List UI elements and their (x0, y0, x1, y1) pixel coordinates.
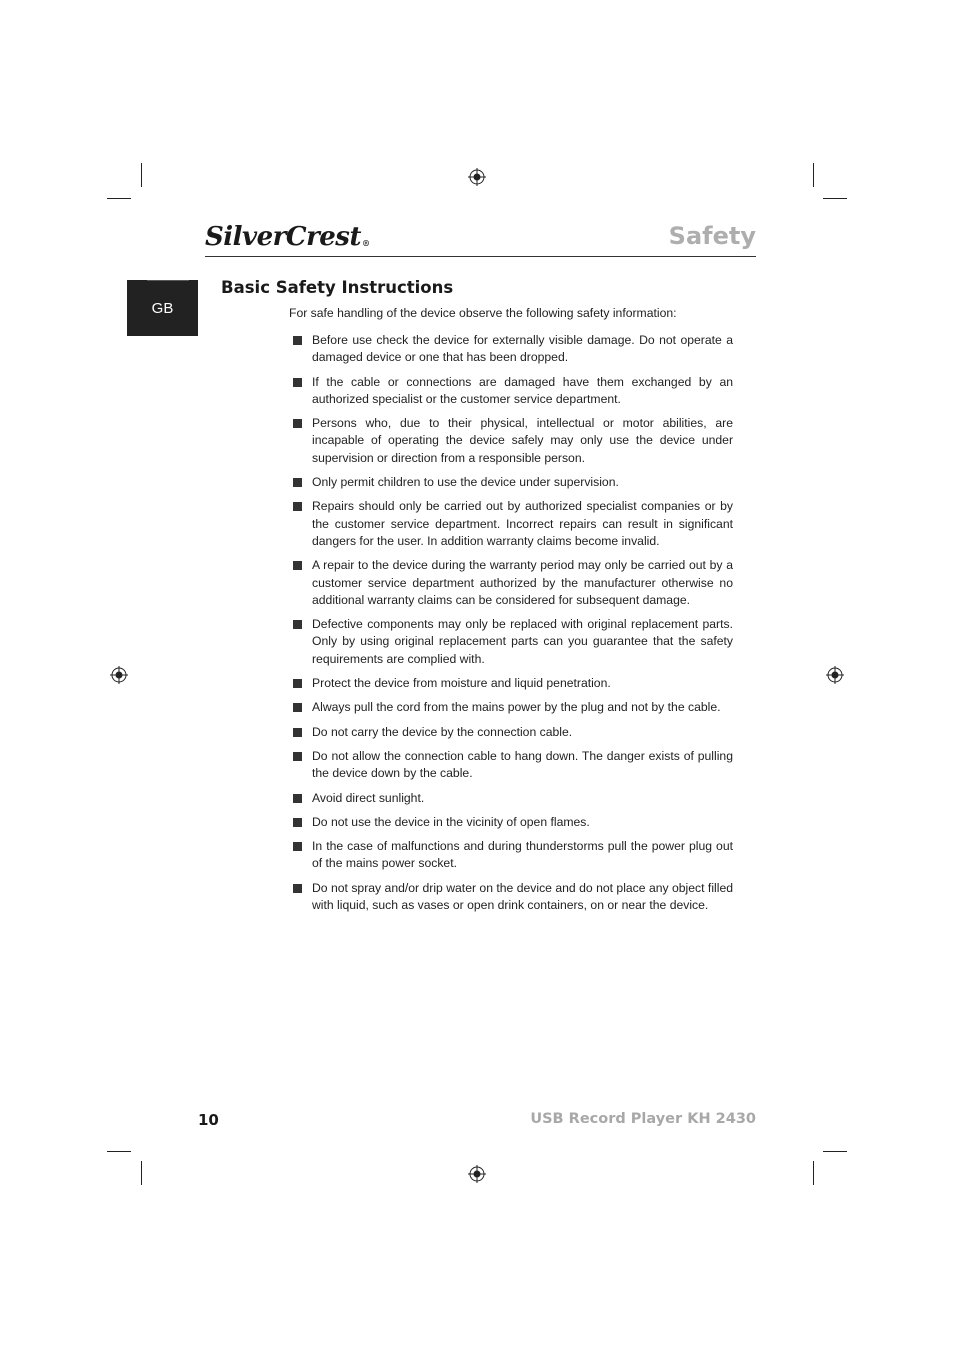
crop-mark (823, 198, 847, 199)
list-item (293, 699, 733, 716)
list-item (293, 790, 733, 807)
list-item-text: Repairs should only be carried out by authorized specialist companies or by the customer service department. Incorrect repairs can result in significant dangers for the user. In addition warranty claims become invalid. (312, 499, 733, 548)
list-item (293, 374, 733, 409)
list-item (293, 557, 733, 609)
list-item-text: Persons who, due to their physical, intellectual or motor abilities, are incapable of operating the device safely may only use the device under supervision or direction from a responsible person. (312, 416, 733, 465)
list-item-text: Do not allow the connection cable to hang down. The danger exists of pulling the device down by the cable. (312, 748, 733, 781)
list-item-text: Only permit children to use the device under supervision. (312, 475, 619, 490)
registered-mark: ® (361, 238, 370, 248)
list-item-text: A repair to the device during the warranty period may only be carried out by a customer service department authorized by the manufacturer otherwise no additional warranty claims can be considered for subsequent damage. (312, 558, 733, 607)
brand-name: SilverCrest (205, 222, 361, 252)
list-item (293, 415, 733, 467)
registration-mark-icon (468, 1165, 486, 1183)
list-item-text: Do not spray and/or drip water on the device and do not place any object filled with liquid, such as vases or open drink containers, on or near the device. (312, 880, 733, 913)
registration-mark-icon (826, 666, 844, 684)
language-tab-label: GB (151, 299, 174, 317)
list-item (293, 814, 733, 831)
intro-text: For safe handling of the device observe the following safety information: (289, 306, 677, 320)
product-name: USB Record Player KH 2430 (530, 1111, 756, 1127)
square-bullet-icon (293, 842, 302, 851)
list-item (293, 498, 733, 550)
list-item-text: Do not use the device in the vicinity of open flames. (312, 814, 590, 829)
square-bullet-icon (293, 336, 302, 345)
list-item-text: If the cable or connections are damaged have them exchanged by an authorized specialist or the customer service department. (312, 374, 733, 406)
list-item-text: Defective components may only be replaced with original replacement parts. Only by using original replacement parts can you guarantee that the safety requirements are complied with. (312, 617, 733, 666)
square-bullet-icon (293, 794, 302, 803)
list-item-text: Before use check the device for externally visible damage. Do not operate a damaged device or one that has been dropped. (312, 333, 733, 365)
crop-mark (823, 1151, 847, 1152)
square-bullet-icon (293, 419, 302, 428)
list-item (293, 474, 733, 491)
list-item (293, 838, 733, 873)
square-bullet-icon (293, 728, 302, 737)
square-bullet-icon (293, 884, 302, 893)
crop-mark (107, 198, 131, 199)
brand-logo (205, 222, 369, 252)
list-item (293, 332, 733, 367)
square-bullet-icon (293, 752, 302, 761)
language-tab (127, 280, 198, 336)
header-rule (205, 256, 756, 257)
list-item-text: Avoid direct sunlight. (312, 790, 425, 805)
safety-list (293, 332, 733, 921)
crop-mark (107, 1151, 131, 1152)
crop-mark (813, 1161, 814, 1185)
square-bullet-icon (293, 818, 302, 827)
square-bullet-icon (293, 478, 302, 487)
registration-mark-icon (468, 168, 486, 186)
square-bullet-icon (293, 378, 302, 387)
list-item-text: In the case of malfunctions and during thunderstorms pull the power plug out of the mains power socket. (312, 839, 733, 871)
list-item-text: Protect the device from moisture and liquid penetration. (312, 676, 611, 691)
page-heading: Basic Safety Instructions (221, 278, 454, 297)
page-number: 10 (198, 1111, 219, 1129)
list-item (293, 880, 733, 915)
crop-mark (141, 163, 142, 187)
square-bullet-icon (293, 703, 302, 712)
crop-mark (813, 163, 814, 187)
crop-mark (141, 1161, 142, 1185)
list-item (293, 748, 733, 783)
list-item (293, 616, 733, 668)
square-bullet-icon (293, 502, 302, 511)
list-item-text: Always pull the cord from the mains power by the plug and not by the cable. (312, 700, 721, 715)
list-item (293, 724, 733, 741)
square-bullet-icon (293, 679, 302, 688)
list-item-text: Do not carry the device by the connection cable. (312, 724, 573, 739)
section-title: Safety (668, 222, 756, 250)
tab-notch (147, 280, 189, 281)
square-bullet-icon (293, 561, 302, 570)
list-item (293, 675, 733, 692)
square-bullet-icon (293, 620, 302, 629)
registration-mark-icon (110, 666, 128, 684)
